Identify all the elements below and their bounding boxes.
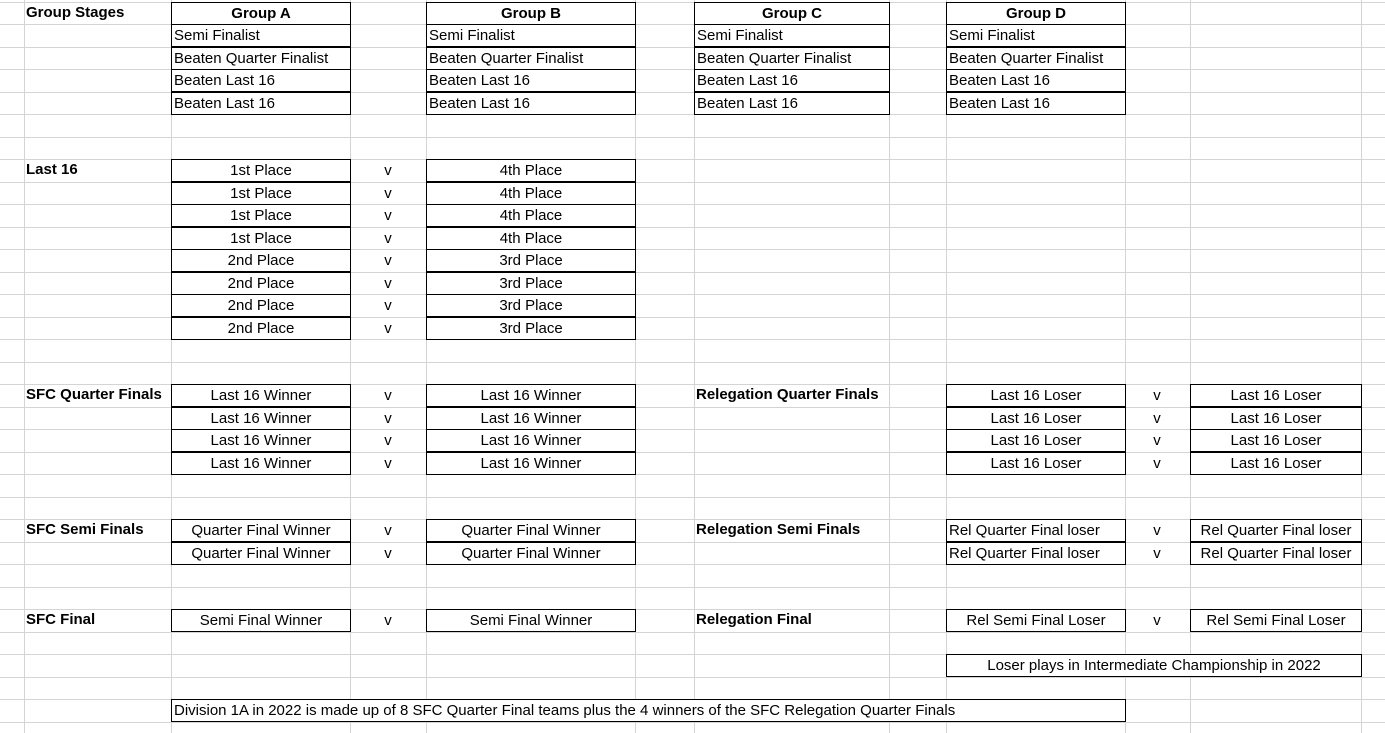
versus-cell[interactable]: v	[1153, 410, 1161, 427]
gridline	[0, 632, 1385, 633]
group-header-cell[interactable]: Group A	[171, 2, 351, 25]
group-cell[interactable]: Semi Finalist	[946, 24, 1126, 47]
match-away-cell[interactable]: 3rd Place	[426, 272, 636, 295]
match-away-cell[interactable]: 4th Place	[426, 204, 636, 227]
match-home-cell[interactable]: Last 16 Winner	[171, 452, 351, 475]
match-home-cell[interactable]: Quarter Final Winner	[171, 542, 351, 565]
group-cell[interactable]: Beaten Quarter Finalist	[946, 47, 1126, 70]
group-cell[interactable]: Semi Finalist	[426, 24, 636, 47]
versus-cell[interactable]: v	[384, 545, 392, 562]
group-header-cell[interactable]: Group D	[946, 2, 1126, 25]
versus-cell[interactable]: v	[384, 410, 392, 427]
match-away-cell[interactable]: 4th Place	[426, 227, 636, 250]
match-away-cell[interactable]: Rel Quarter Final loser	[1190, 519, 1362, 542]
match-home-cell[interactable]: 2nd Place	[171, 294, 351, 317]
match-away-cell[interactable]: Last 16 Loser	[1190, 407, 1362, 430]
match-home-cell[interactable]: Semi Final Winner	[171, 609, 351, 632]
match-home-cell[interactable]: Last 16 Loser	[946, 384, 1126, 407]
group-stages-label[interactable]: Group Stages	[26, 4, 125, 21]
gridline	[0, 137, 1385, 138]
relegation-note-cell[interactable]: Loser plays in Intermediate Championship in 2022	[946, 654, 1362, 677]
match-away-cell[interactable]: 3rd Place	[426, 317, 636, 340]
relegation-quarter-finals-label[interactable]: Relegation Quarter Finals	[696, 386, 879, 403]
versus-cell[interactable]: v	[384, 207, 392, 224]
match-away-cell[interactable]: Rel Quarter Final loser	[1190, 542, 1362, 565]
gridline	[0, 362, 1385, 363]
versus-cell[interactable]: v	[384, 522, 392, 539]
match-away-cell[interactable]: Rel Semi Final Loser	[1190, 609, 1362, 632]
match-home-cell[interactable]: 1st Place	[171, 204, 351, 227]
versus-cell[interactable]: v	[384, 297, 392, 314]
group-header-cell[interactable]: Group C	[694, 2, 890, 25]
match-away-cell[interactable]: Last 16 Loser	[1190, 384, 1362, 407]
versus-cell[interactable]: v	[384, 275, 392, 292]
match-home-cell[interactable]: 1st Place	[171, 182, 351, 205]
relegation-final-label[interactable]: Relegation Final	[696, 611, 812, 628]
match-away-cell[interactable]: 4th Place	[426, 182, 636, 205]
sfc-semi-finals-label[interactable]: SFC Semi Finals	[26, 521, 144, 538]
group-cell[interactable]: Beaten Last 16	[426, 69, 636, 92]
match-home-cell[interactable]: Last 16 Winner	[171, 429, 351, 452]
group-cell[interactable]: Semi Finalist	[694, 24, 890, 47]
match-home-cell[interactable]: Last 16 Loser	[946, 452, 1126, 475]
group-cell[interactable]: Semi Finalist	[171, 24, 351, 47]
gridline	[0, 722, 1385, 723]
match-away-cell[interactable]: 4th Place	[426, 159, 636, 182]
group-cell[interactable]: Beaten Last 16	[171, 92, 351, 115]
group-cell[interactable]: Beaten Last 16	[946, 92, 1126, 115]
match-home-cell[interactable]: 1st Place	[171, 227, 351, 250]
match-away-cell[interactable]: Quarter Final Winner	[426, 519, 636, 542]
versus-cell[interactable]: v	[1153, 522, 1161, 539]
versus-cell[interactable]: v	[1153, 387, 1161, 404]
match-home-cell[interactable]: Last 16 Loser	[946, 429, 1126, 452]
gridline	[0, 497, 1385, 498]
match-home-cell[interactable]: Rel Semi Final Loser	[946, 609, 1126, 632]
division-note-cell[interactable]: Division 1A in 2022 is made up of 8 SFC Quarter Final teams plus the 4 winners of the SFC Relegation Quarter Finals	[171, 699, 1126, 722]
last16-label[interactable]: Last 16	[26, 161, 78, 178]
match-away-cell[interactable]: Last 16 Loser	[1190, 452, 1362, 475]
match-away-cell[interactable]: Last 16 Winner	[426, 452, 636, 475]
versus-cell[interactable]: v	[1153, 455, 1161, 472]
sfc-final-label[interactable]: SFC Final	[26, 611, 96, 628]
versus-cell[interactable]: v	[1153, 432, 1161, 449]
match-away-cell[interactable]: 3rd Place	[426, 249, 636, 272]
match-home-cell[interactable]: Last 16 Loser	[946, 407, 1126, 430]
group-cell[interactable]: Beaten Last 16	[171, 69, 351, 92]
match-away-cell[interactable]: Semi Final Winner	[426, 609, 636, 632]
match-home-cell[interactable]: 2nd Place	[171, 317, 351, 340]
match-home-cell[interactable]: Rel Quarter Final loser	[946, 519, 1126, 542]
versus-cell[interactable]: v	[384, 252, 392, 269]
versus-cell[interactable]: v	[1153, 545, 1161, 562]
match-away-cell[interactable]: 3rd Place	[426, 294, 636, 317]
match-home-cell[interactable]: Rel Quarter Final loser	[946, 542, 1126, 565]
group-header-cell[interactable]: Group B	[426, 2, 636, 25]
versus-cell[interactable]: v	[384, 432, 392, 449]
match-home-cell[interactable]: Last 16 Winner	[171, 384, 351, 407]
match-away-cell[interactable]: Last 16 Winner	[426, 429, 636, 452]
versus-cell[interactable]: v	[384, 387, 392, 404]
gridline	[0, 677, 1385, 678]
gridline	[0, 587, 1385, 588]
group-cell[interactable]: Beaten Last 16	[426, 92, 636, 115]
match-home-cell[interactable]: Last 16 Winner	[171, 407, 351, 430]
group-cell[interactable]: Beaten Last 16	[694, 92, 890, 115]
match-away-cell[interactable]: Last 16 Winner	[426, 407, 636, 430]
versus-cell[interactable]: v	[384, 320, 392, 337]
versus-cell[interactable]: v	[384, 185, 392, 202]
relegation-semi-finals-label[interactable]: Relegation Semi Finals	[696, 521, 861, 538]
versus-cell[interactable]: v	[384, 612, 392, 629]
match-away-cell[interactable]: Last 16 Winner	[426, 384, 636, 407]
group-cell[interactable]: Beaten Last 16	[946, 69, 1126, 92]
match-home-cell[interactable]: Quarter Final Winner	[171, 519, 351, 542]
group-cell[interactable]: Beaten Quarter Finalist	[171, 47, 351, 70]
versus-cell[interactable]: v	[384, 162, 392, 179]
versus-cell[interactable]: v	[384, 230, 392, 247]
group-cell[interactable]: Beaten Last 16	[694, 69, 890, 92]
versus-cell[interactable]: v	[1153, 612, 1161, 629]
group-cell[interactable]: Beaten Quarter Finalist	[426, 47, 636, 70]
sfc-quarter-finals-label[interactable]: SFC Quarter Finals	[26, 386, 162, 403]
group-cell[interactable]: Beaten Quarter Finalist	[694, 47, 890, 70]
versus-cell[interactable]: v	[384, 455, 392, 472]
match-home-cell[interactable]: 1st Place	[171, 159, 351, 182]
match-home-cell[interactable]: 2nd Place	[171, 272, 351, 295]
match-home-cell[interactable]: 2nd Place	[171, 249, 351, 272]
match-away-cell[interactable]: Quarter Final Winner	[426, 542, 636, 565]
match-away-cell[interactable]: Last 16 Loser	[1190, 429, 1362, 452]
